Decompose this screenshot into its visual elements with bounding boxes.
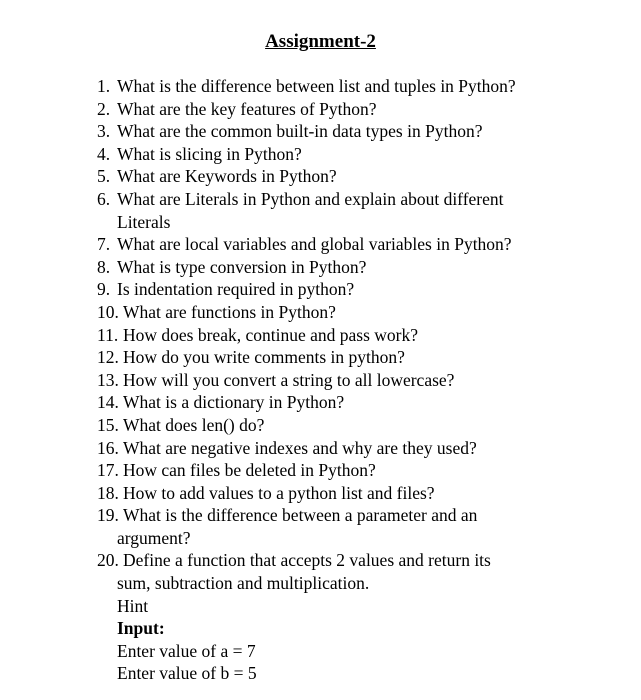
question-number: 18. <box>97 482 119 503</box>
list-item <box>97 256 617 279</box>
list-item <box>97 188 617 233</box>
question-text-line-1: Define a function that accepts 2 values and return its <box>123 550 491 571</box>
question-number: 15. <box>97 414 119 435</box>
question-text: Is indentation required in python? <box>117 279 355 300</box>
question-number: 1. <box>97 76 111 96</box>
question-number: 6. <box>97 188 111 209</box>
question-number: 3. <box>97 121 111 142</box>
question-number: 5. <box>97 166 111 187</box>
question-text: What is a dictionary in Python? <box>123 392 345 413</box>
question-number: 9. <box>97 279 111 300</box>
input-a-line: Enter value of a = 7 <box>117 640 256 661</box>
question-text-line-1: What are Literals in Python and explain about different <box>117 188 504 209</box>
list-item <box>97 75 617 98</box>
question-text-line-2: Literals <box>117 211 171 232</box>
list-item <box>97 165 617 188</box>
list-item <box>97 391 617 414</box>
list-item <box>97 324 617 347</box>
page-title: Assignment-2 <box>265 31 376 52</box>
question-number: 16. <box>97 437 119 458</box>
question-text: What are negative indexes and why are they used? <box>123 437 477 458</box>
question-text: What are local variables and global variables in Python? <box>117 234 512 255</box>
question-text: What are the common built-in data types in Python? <box>117 121 483 142</box>
question-text: What is slicing in Python? <box>117 143 302 164</box>
list-item <box>97 504 617 549</box>
input-b-line: Enter value of b = 5 <box>117 663 257 684</box>
question-text: How do you write comments in python? <box>123 347 405 368</box>
question-number: 12. <box>97 347 119 368</box>
list-item <box>97 233 617 256</box>
list-item <box>97 346 617 369</box>
question-text: What does len() do? <box>123 414 265 435</box>
list-item <box>97 482 617 505</box>
question-text: How will you convert a string to all lowercase? <box>123 369 455 390</box>
question-number: 14. <box>97 392 119 413</box>
question-number: 19. <box>97 505 119 526</box>
list-item <box>97 459 617 482</box>
input-label: Input: <box>117 618 165 639</box>
question-number: 17. <box>97 460 119 481</box>
list-item <box>97 369 617 392</box>
question-number: 2. <box>97 98 111 119</box>
question-text: What are the key features of Python? <box>117 98 377 119</box>
question-number: 13. <box>97 369 119 390</box>
question-text: How can files be deleted in Python? <box>123 460 376 481</box>
hint-label: Hint <box>117 595 149 616</box>
question-number: 8. <box>97 256 111 277</box>
question-number: 11. <box>97 324 119 345</box>
list-item <box>97 143 617 166</box>
question-text: What are functions in Python? <box>123 301 336 322</box>
question-text-line-1: What is the difference between a parameter and an <box>123 505 478 526</box>
question-number: 10. <box>97 301 119 322</box>
list-item <box>97 437 617 460</box>
question-number: 20. <box>97 550 119 571</box>
question-text-line-2: sum, subtraction and multiplication. <box>117 573 370 594</box>
question-text: How does break, continue and pass work? <box>123 324 418 345</box>
question-text: What is type conversion in Python? <box>117 256 367 277</box>
list-item <box>97 278 617 301</box>
question-text: How to add values to a python list and files? <box>123 482 435 503</box>
list-item <box>97 414 617 437</box>
question-number: 7. <box>97 234 111 255</box>
list-item <box>97 120 617 143</box>
question-text: What are Keywords in Python? <box>117 166 337 187</box>
list-item <box>97 98 617 121</box>
question-list <box>97 75 617 685</box>
list-item <box>97 301 617 324</box>
list-item <box>97 549 617 685</box>
question-text-line-2: argument? <box>117 527 191 548</box>
question-number: 4. <box>97 143 111 164</box>
question-text: What is the difference between list and tuples in Python? <box>117 76 516 96</box>
